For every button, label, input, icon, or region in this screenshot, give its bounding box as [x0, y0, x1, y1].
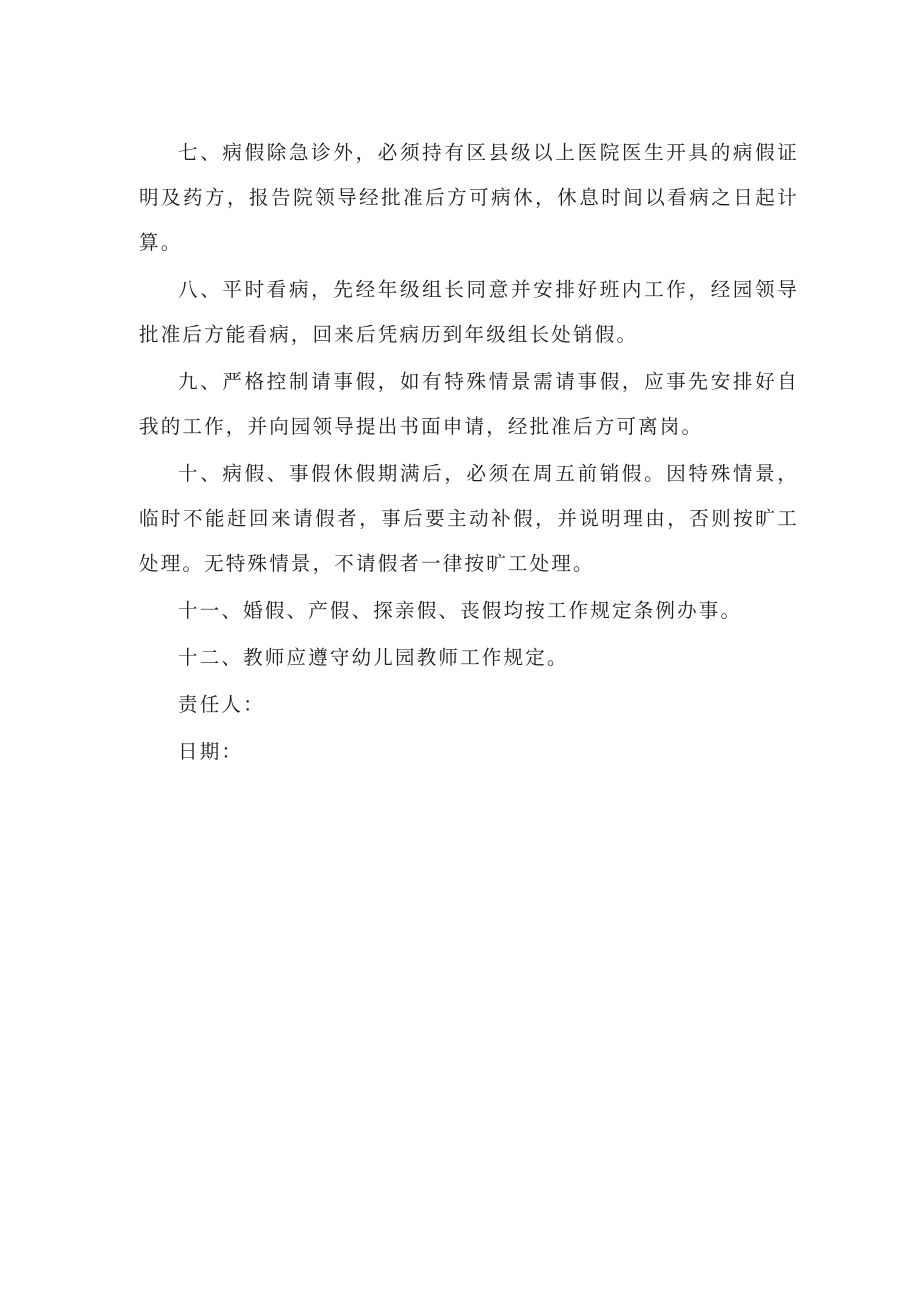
responsible-person-label: 责任人：	[178, 693, 265, 716]
paragraph-7: 七、病假除急诊外，必须持有区县级以上医院医生开具的病假证明及药方，报告院领导经批准后方可病休，休息时间以看病之日起计算。	[139, 141, 799, 254]
paragraph-10: 十、病假、事假休假期满后，必须在周五前销假。因特殊情景，临时不能赶回来请假者，事后要主动补假，并说明理由，否则按旷工处理。无特殊情景，不请假者一律按旷工处理。	[139, 462, 799, 575]
paragraph-11: 十一、婚假、产假、探亲假、丧假均按工作规定条例办事。	[178, 599, 743, 622]
paragraph-8: 八、平时看病，先经年级组长同意并安排好班内工作，经园领导批准后方能看病，回来后凭病历到年级组长处销假。	[139, 278, 799, 346]
document-body	[139, 130, 799, 776]
paragraph-12: 十二、教师应遵守幼儿园教师工作规定。	[178, 646, 569, 669]
date-label: 日期：	[178, 740, 244, 763]
paragraph-9: 九、严格控制请事假，如有特殊情景需请事假，应事先安排好自我的工作，并向园领导提出书面申请，经批准后方可离岗。	[139, 370, 799, 438]
